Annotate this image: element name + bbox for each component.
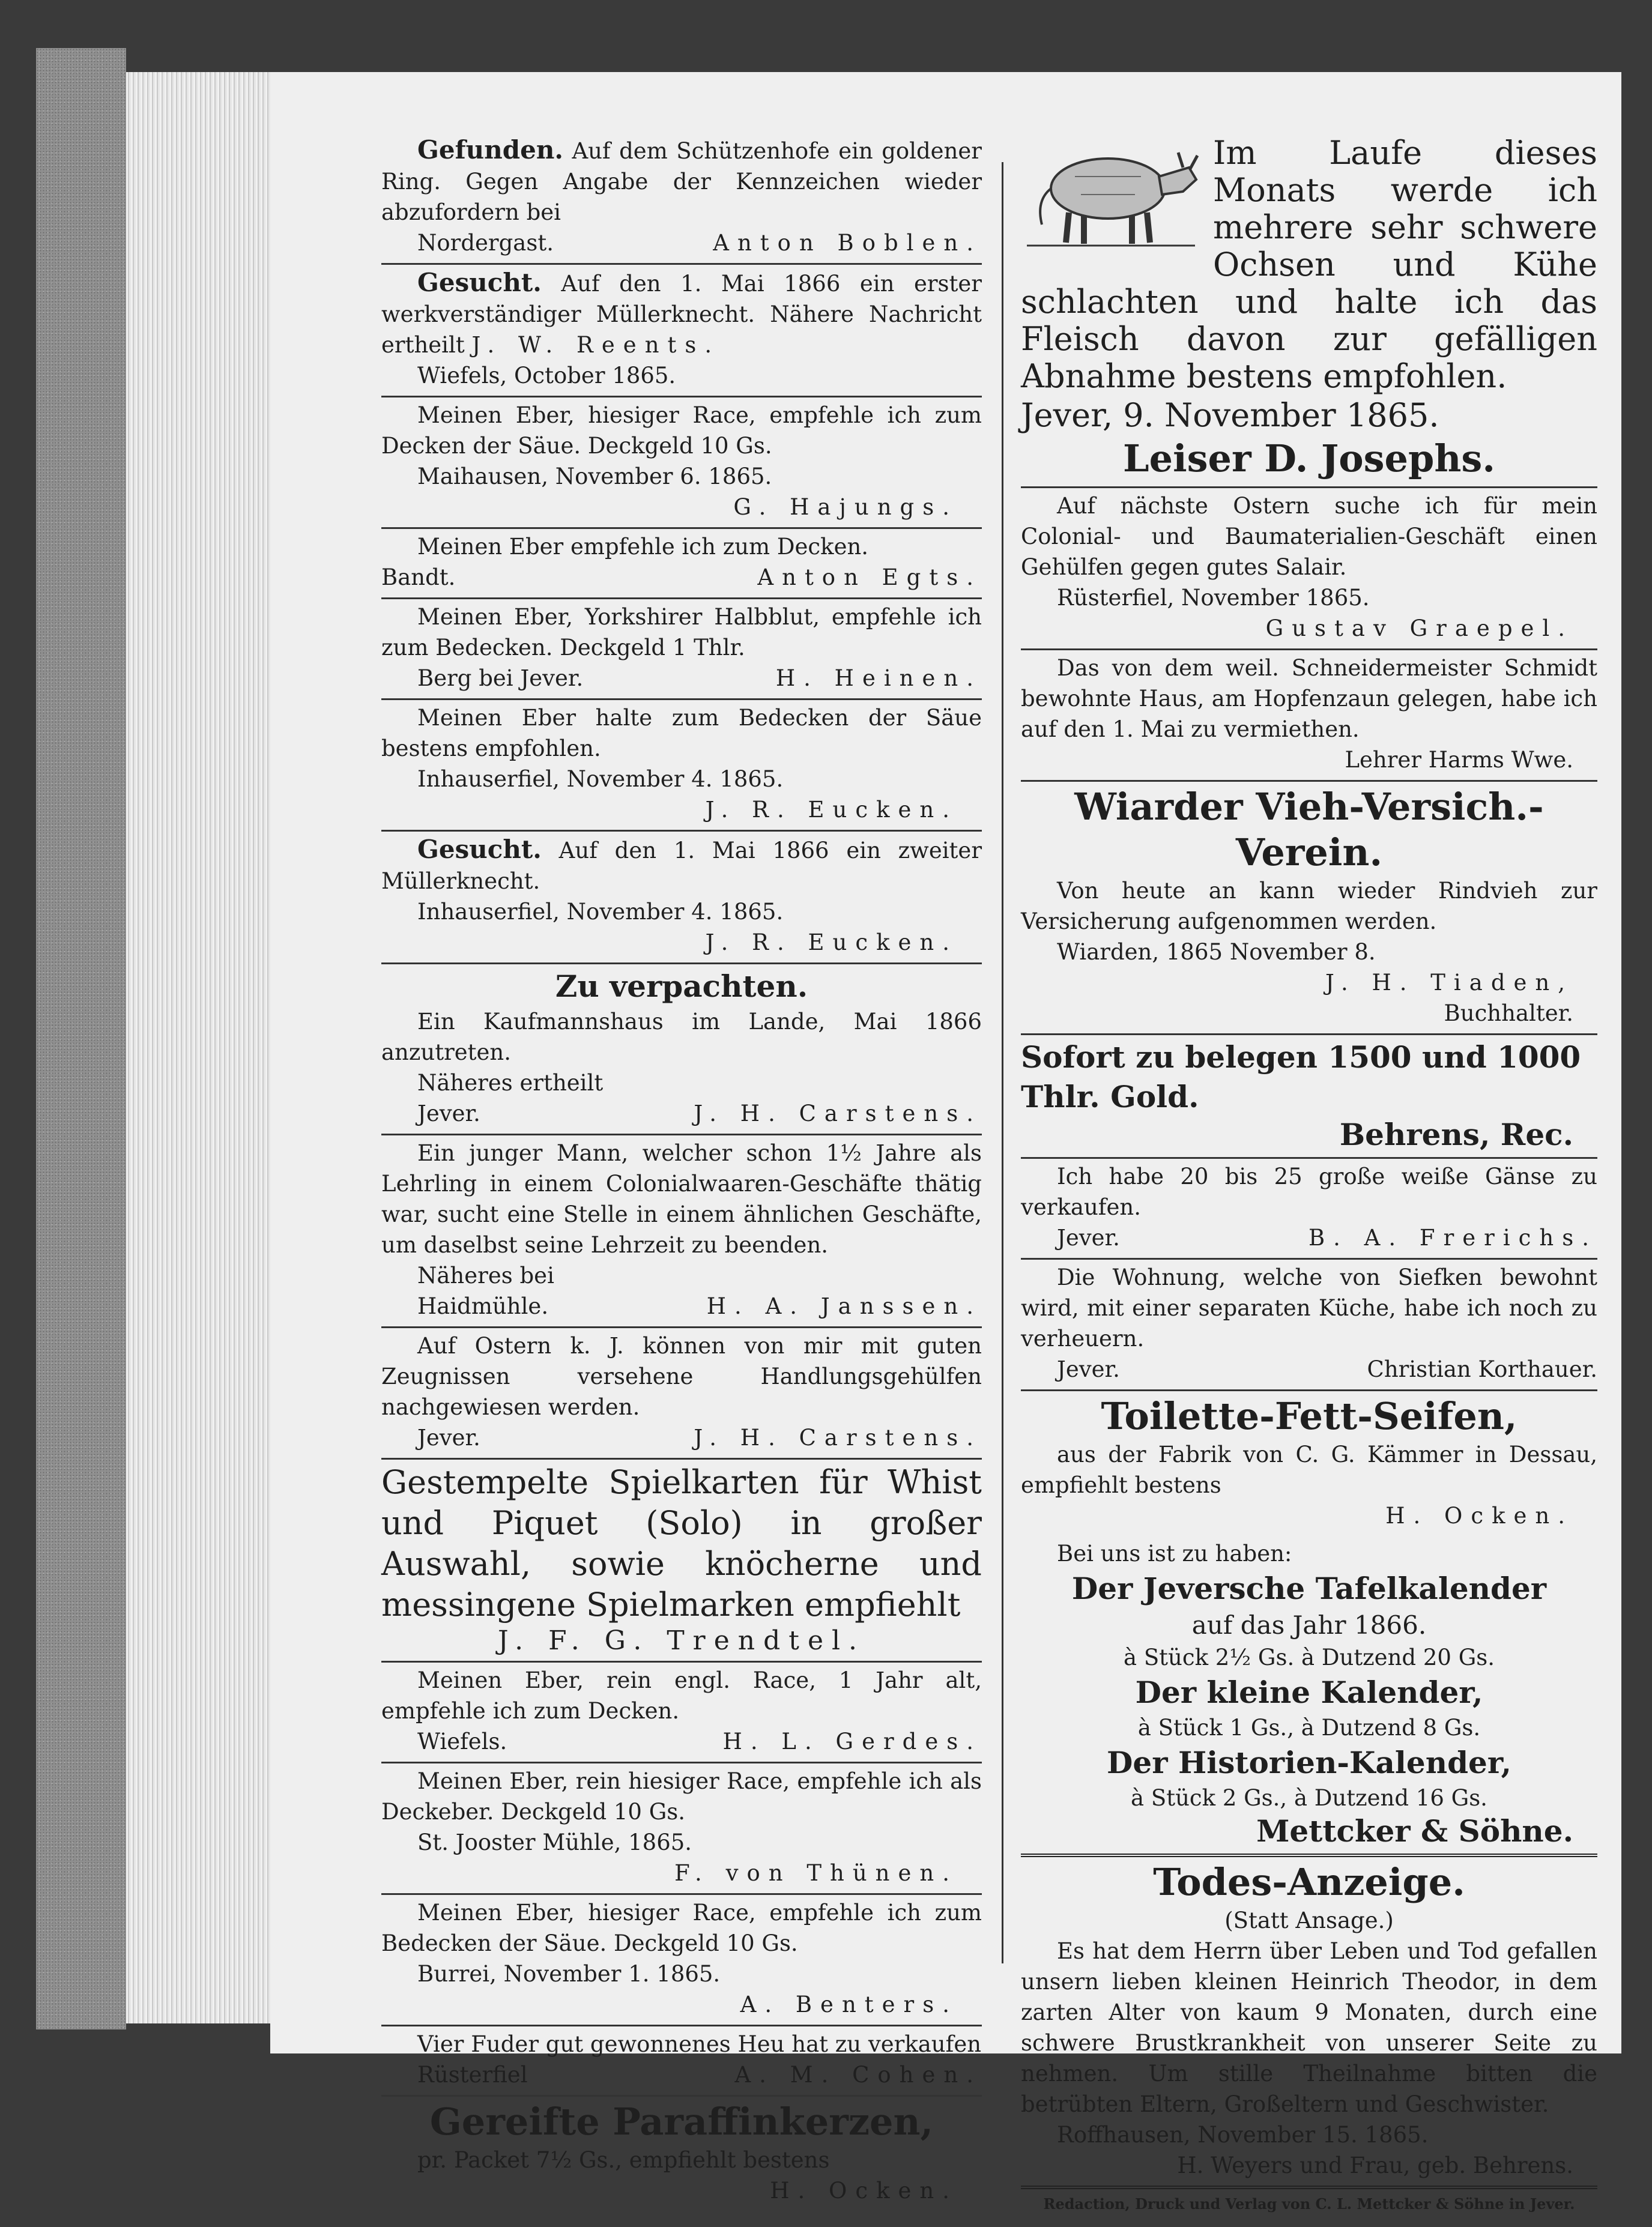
ad-text: Gefunden. Auf dem Schützenhofe ein goldener Ring. Gegen Angabe der Kennzeichen wieder abzufordern bei: [381, 135, 982, 225]
ad-assistants: Auf Ostern k. J. können von mir mit guten Zeugnissen versehene Handlungsgehülfen nachgewiesen werden. Jever. J. H. Carstens.: [381, 1328, 982, 1460]
ad-signature-line: Nordergast. Anton Boblen.: [417, 230, 982, 256]
column-divider: [1002, 162, 1003, 1963]
ad-apartment: Die Wohnung, welche von Siefken bewohnt wird, mit einer separaten Küche, habe ich noch zu verheuern. Jever. Christian Korthauer.: [1021, 1260, 1597, 1391]
ad-oxen: Im Laufe dieses Monats werde ich mehrere sehr schwere Ochsen und Kühe schlachten und halte ich das Fleisch davon zur gefälligen Abnahme bestens empfohlen. Jever, 9. November 1865. Leiser D. Josephs.: [1021, 132, 1597, 488]
book-spine: [36, 48, 126, 2029]
ad-boar-2: Meinen Eber empfehle ich zum Decken. Bandt. Anton Egts.: [381, 529, 982, 599]
ad-boar-4: Meinen Eber halte zum Bedecken der Säue bestens empfohlen. Inhauserfiel, November 4. 1865. J. R. Eucken.: [381, 700, 982, 832]
ad-young-man: Ein junger Mann, welcher schon 1½ Jahre als Lehrling in einem Colonialwaaren-Geschäfte thätig war, sucht eine Stelle in einem ähnlichen Geschäfte, um daselbst seine Lehrzeit zu beenden. Näheres bei Haidmühle. H. A. Janssen.: [381, 1135, 982, 1328]
imprint: Redaction, Druck und Verlag von C. L. Mettcker & Söhne in Jever.: [1043, 2195, 1575, 2213]
ad-boar-1: Meinen Eber, hiesiger Race, empfehle ich zum Decken der Säue. Deckgeld 10 Gs. Maihausen, November 6. 1865. G. Hajungs.: [381, 397, 982, 529]
ad-boar-6: Meinen Eber, rein hiesiger Race, empfehle ich als Deckeber. Deckgeld 10 Gs. St. Jooster Mühle, 1865. F. von Thünen.: [381, 1763, 982, 1895]
ad-wanted-miller-2: Gesucht. Auf den 1. Mai 1866 ein zweiter Müllerknecht. Inhauserfiel, November 4. 1865. J. R. Eucken.: [381, 832, 982, 964]
ad-paraffin: Gereifte Paraffinkerzen, pr. Packet 7½ Gs., empfiehlt bestens H. Ocken.: [417, 2100, 958, 2204]
ad-soap: Toilette-Fett-Seifen, aus der Fabrik von C. G. Kämmer in Dessau, empfiehlt bestens H. Ocken.: [1021, 1394, 1597, 1529]
page-edges: [126, 72, 276, 2023]
ad-boar-3: Meinen Eber, Yorkshirer Halbblut, empfehle ich zum Bedecken. Deckgeld 1 Thlr. Berg bei Jever. H. Heinen.: [381, 599, 982, 700]
ad-boar-5: Meinen Eber, rein engl. Race, 1 Jahr alt, empfehle ich zum Decken. Wiefels. H. L. Gerdes.: [381, 1663, 982, 1763]
ad-found-ring: [381, 132, 982, 265]
ad-cattle-insurance: Wiarder Vieh-Versich.-Verein. Von heute an kann wieder Rindvieh zur Versicherung aufgenommen werden. Wiarden, 1865 November 8. J. H. Tiaden, Buchhalter.: [1021, 782, 1597, 1035]
ad-playing-cards: Gestempelte Spielkarten für Whist und Piquet (Solo) in großer Auswahl, sowie knöcherne und messingene Spielmarken empfiehlt J. F. G. Trendtel.: [381, 1460, 982, 1663]
newspaper-page: [270, 72, 1621, 2213]
right-column: [1021, 132, 1597, 2227]
ad-for-lease: Zu verpachten. Ein Kaufmannshaus im Lande, Mai 1866 anzutreten. Näheres ertheilt Jever. J. H. Carstens.: [381, 964, 982, 1135]
ad-boar-7: Meinen Eber, hiesiger Race, empfehle ich zum Bedecken der Säue. Deckgeld 10 Gs. Burrei, November 1. 1865. A. Benters.: [381, 1895, 982, 2026]
ad-colonial-assistant: Auf nächste Ostern suche ich für mein Colonial- und Baumaterialien-Geschäft einen Gehülfen gegen gutes Salair. Rüsterfiel, November 1865. Gustav Graepel.: [1021, 488, 1597, 650]
ad-money-loan: Sofort zu belegen 1500 und 1000 Thlr. Gold. Behrens, Rec.: [1021, 1035, 1597, 1159]
left-column: [381, 132, 982, 2211]
ad-geese: Ich habe 20 bis 25 große weiße Gänse zu verkaufen. Jever. B. A. Frerichs.: [1021, 1159, 1597, 1260]
ad-house-rent: Das von dem weil. Schneidermeister Schmidt bewohnte Haus, am Hopfenzaun gelegen, habe ich auf den 1. Mai zu vermiethen. Lehrer Harms Wwe.: [1021, 650, 1597, 782]
ad-calendars: Bei uns ist zu haben: Der Jeversche Tafelkalender auf das Jahr 1866. à Stück 2½ Gs. à Dutzend 20 Gs. Der kleine Kalender, à Stück 1 Gs., à Dutzend 8 Gs. Der Historien-Kalender, à Stück 2 Gs., à Dutzend 16 Gs. Mettcker & Söhne.: [1021, 1536, 1597, 1857]
ad-hay: Vier Fuder gut gewonnenes Heu hat zu verkaufen Rüsterfiel A. M. Cohen.: [381, 2026, 982, 2097]
ad-death-notice: Todes-Anzeige. (Statt Ansage.) Es hat dem Herrn über Leben und Tod gefallen unsern lieben kleinen Heinrich Theodor, in dem zarten Alter von kaum 9 Monaten, durch eine schwere Brustkrankheit von unserer Seite zu nehmen. Um stille Theilnahme bitten die betrübten Eltern, Großeltern und Geschwister. Roffhausen, November 15. 1865. H. Weyers und Frau, geb. Behrens.: [1021, 1857, 1597, 2189]
ox-illustration-icon: [1021, 134, 1201, 252]
ad-wanted-miller: Gesucht. Auf den 1. Mai 1866 ein erster werkverständiger Müllerknecht. Nähere Nachricht ertheilt J. W. Reents. Wiefels, October 1865.: [381, 265, 982, 397]
ad-lead: Gefunden.: [417, 135, 563, 165]
